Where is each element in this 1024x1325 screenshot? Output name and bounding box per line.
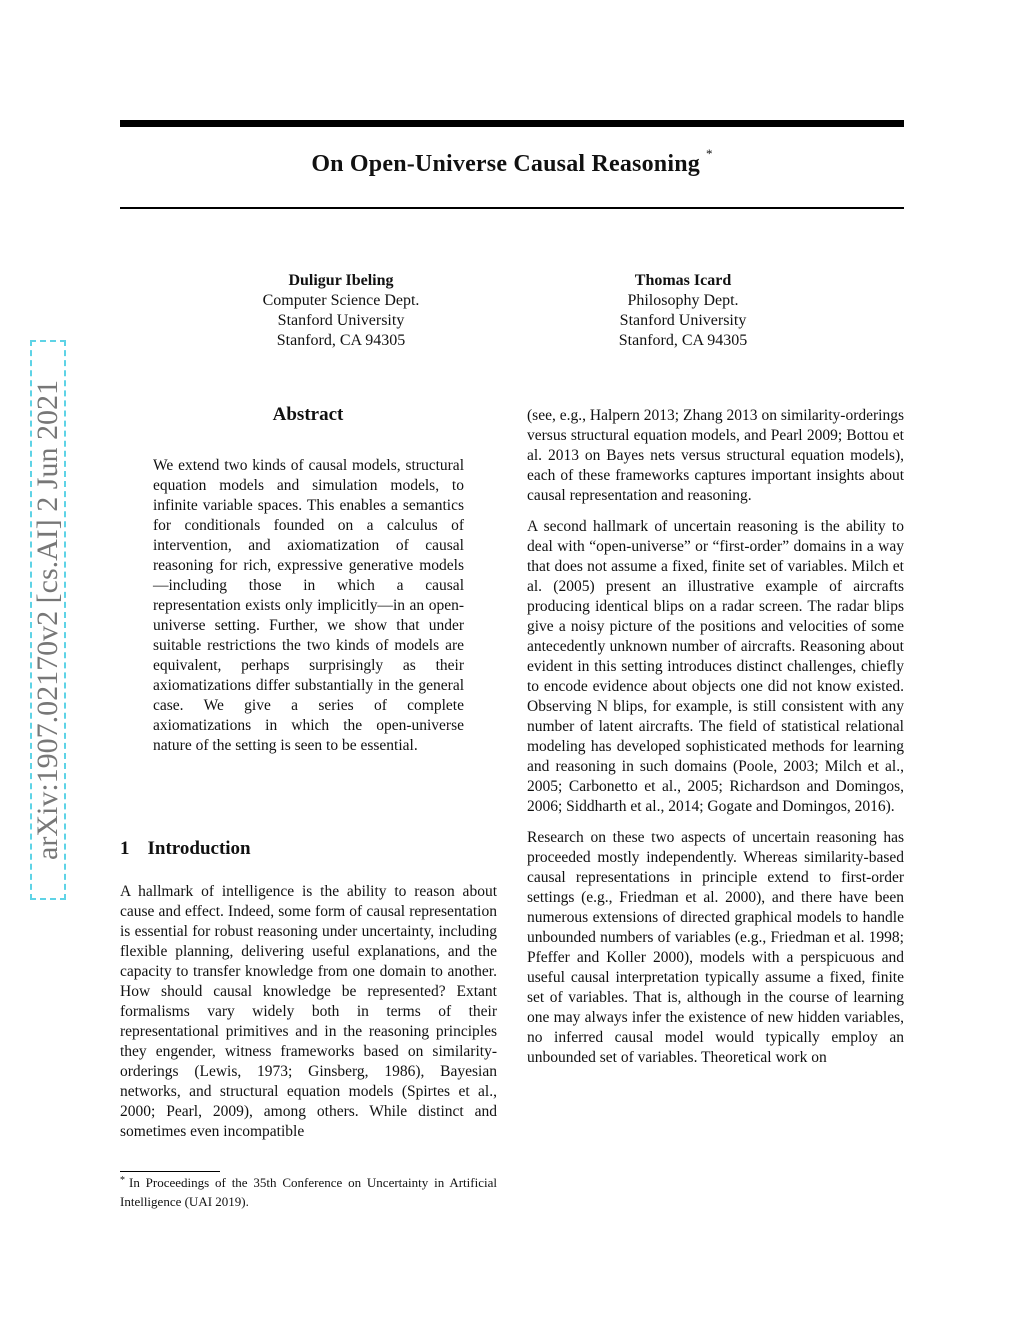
title-footnote-mark: * [705,146,713,161]
author-name: Duligur Ibeling [288,272,394,289]
paper-title: On Open-Universe Causal Reasoning * [311,146,713,177]
title-bottom-rule [120,207,904,209]
right-column [527,406,904,1079]
author-name: Thomas Icard [634,272,732,289]
arxiv-watermark: arXiv:1907.02170v2 [cs.AI] 2 Jun 2021 [30,340,66,900]
title-top-rule [120,120,904,127]
section-heading-introduction [120,838,251,860]
author-department: Philosophy Dept. [627,292,739,309]
author-block-2 [563,271,803,351]
body-paragraph: Research on these two aspects of uncertain reasoning has proceeded mostly independently. Whereas similarity-based causal representations in principle extend to first-order settings (e.g., Friedman et al. 2000), and there have been numerous extensions of directed graphical models to handle unbounded numbers of variables (e.g., Friedman et al. 1998; Pfeffer and Koller 2000), models with a perspicuous and useful causal interpretation typically assume a fixed, finite set of variables. That is, although in the course of learning one may always infer the existence of new hidden variables, no inferred causal model would typically employ an unbounded set of variables. Theoretical work on [527,829,904,1066]
author-location: Stanford, CA 94305 [618,332,748,349]
footnote-text: In Proceedings of the 35th Conference on Uncertainty in Artificial Intelligence (UAI 2019). [120,1175,497,1209]
section-title: Introduction [147,838,251,859]
section-number: 1 [120,838,130,859]
footnote [120,1174,497,1210]
abstract-heading: Abstract [272,404,344,425]
abstract-text: We extend two kinds of causal models, structural equation models and simulation models, to infinite variable spaces. This enables a semantics for conditionals founded on a calculus of intervention, and axiomatization of causal reasoning for rich, expressive generative models—including those in which a causal representation exists only implicitly—in an open-universe setting. Further, we show that under suitable restrictions the two kinds of models are equivalent, perhaps surprisingly as their axiomatizations differ substantially in the general case. We give a series of complete axiomatizations in which the open-universe nature of the setting is seen to be essential. [153,457,464,754]
author-location: Stanford, CA 94305 [276,332,406,349]
body-paragraph: (see, e.g., Halpern 2013; Zhang 2013 on similarity-orderings versus structural equation models, and Pearl 2009; Bottou et al. 2013 on Bayes nets versus structural equation models), each of these frameworks captures important insights about causal representation and reasoning. [527,407,904,504]
author-university: Stanford University [277,312,405,329]
body-paragraph: A second hallmark of uncertain reasoning is the ability to deal with “open-universe” or “first-order” domains in a way that does not assume a fixed, finite set of variables. Milch et al. (2005) present an illustrative example of aircrafts producing identical blips on a radar screen. The radar blips give a noisy picture of the positions and velocities of some antecedently unknown number of aircrafts. Reasoning about evident in this setting introduces distinct challenges, chiefly to encode evidence about objects one did not know existed. Observing N blips, for example, is still consistent with any number of latent aircrafts. The field of statistical relational modeling has developed sophisticated methods for learning and reasoning in such domains (Poole, 2003; Milch et al., 2005; Carbonetto et al., 2005; Richardson and Domingos, 2006; Siddharth et al., 2014; Gogate and Domingos, 2016). [527,518,904,815]
author-department: Computer Science Dept. [262,292,420,309]
author-block-1 [221,271,461,351]
intro-paragraph: A hallmark of intelligence is the ability to reason about cause and effect. Indeed, some form of causal representation is essential for robust reasoning under uncertainty, including flexible planning, delivering useful explanations, and the capacity to transfer knowledge from one domain to another. How should causal knowledge be represented? Extant formalisms vary widely both in terms of their representational primitives and in the reasoning principles they engender, witness frameworks based on similarity-orderings (Lewis, 1973; Ginsberg, 1986), Bayesian networks, and structural equation models (Spirtes et al., 2000; Pearl, 2009), among others. While distinct and sometimes even incompatible [120,883,497,1140]
author-university: Stanford University [619,312,747,329]
footnote-mark: * [120,1175,125,1186]
footnote-rule [120,1171,220,1172]
